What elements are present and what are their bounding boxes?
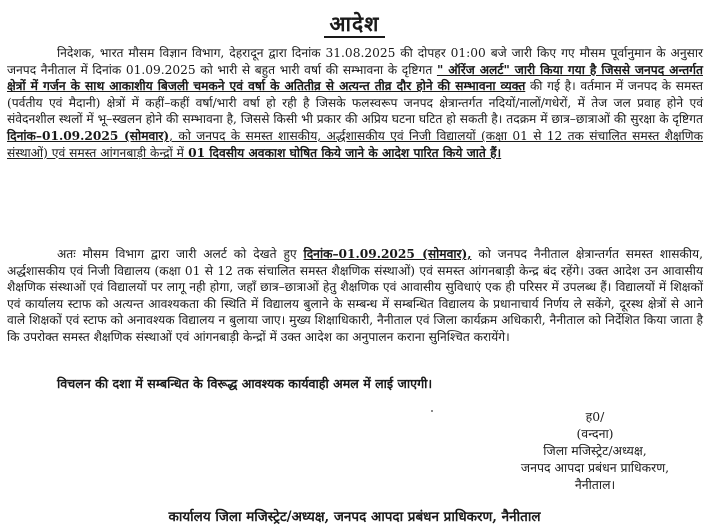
order-paragraph-1 [7,45,703,161]
para1-details: की गई है। वर्तमान में जनपद के समस्त (पर्वतीय एवं मैदानी) क्षेत्रों में कहीं–कहीं वर्षा/भारी वर्षा हो रही है जिसके फलस्वरूप जनपद क्षेत्रान्तर्गत नदियों/नालों/गधेरों, में तेज जल प्रवाह होने एवं संवेदनशील स्थलों में भू–स्खलन होने की सम्भावना है, जिससे किसी भी प्रकार की अप्रिय घटना घटित हो सकती है। तदक्रम में छात्र–छात्राओं की सुरक्षा के दृष्टिगत [7,79,703,127]
para1-institutions: , को जनपद के समस्त शासकीय, अर्द्धशासकीय एवं निजी विद्यालयों (कक्षा 01 से 12 तक संचालित समस्त शैक्षणिक संस्थाओं) एवं समस्त आंगनबाड़ी केन्द्रों में [7,128,703,160]
order-paragraph-3 [7,376,703,393]
holiday-declaration: 01 दिवसीय अवकाश घोषित किये जाने के आदेश पारित किये जाते हैं। [183,145,502,160]
office-footer: कार्यालय जिला मजिस्ट्रेट/अध्यक्ष, जनपद आपदा प्रबंधन प्राधिकरण, नैनीताल [168,509,541,525]
signatory-designation: जिला मजिस्ट्रेट/अध्यक्ष, [543,443,647,458]
para2-details: को जनपद नैनीताल क्षेत्रान्तर्गत समस्त शासकीय, अर्द्धशासकीय एवं निजी विद्यालय (कक्षा 01 से 12 तक संचालित समस्त शैक्षणिक संस्थाओं) एवं समस्त आंगनबाड़ी केन्द्र बंद रहेंगे। उक्त आदेश उन आवासीय शैक्षणिक संस्थाओं एवं विद्यालयों पर लागू नही होगा, जहाँ छात्र–छात्राओं हेतु शैक्षणिक एवं आवासीय सुविधाएं एक ही परिसर में उपलब्ध हैं। विद्यालयों में शिक्षकों एवं कार्यालय स्टाफ को अत्यन्त आवश्यकता की स्थिति में विद्यालय बुलाने के सम्बन्ध में सम्बन्धित विद्यालय के प्रधानाचार्य निर्णय ले सकेंगे, दूरस्थ क्षेत्रों से आने वाले शिक्षकों एवं स्टाफ को अनावश्यक विद्यालय न बुलाया जाए। मुख्य शिक्षाधिकारी, नैनीताल एवं जिला कार्यक्रम अधिकारी, नैनीताल को निर्देशित किया जाता है कि उपरोक्त समस्त शैक्षणिक संस्थाओं एवं आंगनबाड़ी केन्द्रों में उक्त आदेश का अनुपालन कराना सुनिश्चित करायेंगे। [7,247,703,344]
holiday-date: दिनांक–01.09.2025 (सोमवार) [7,128,170,143]
orange-alert-text: " ऑरेंज अलर्ट" जारी किया गया है जिससे जनपद अन्तर्गत क्षेत्रों में गर्जन के साथ आकाशीय बिजली चमकने एवं वर्षा के अतितीव्र से अत्यन्त तीव्र दौर होने की सम्भावना व्यक्त [7,62,703,94]
para1-intro: निदेशक, भारत मौसम विज्ञान विभाग, देहरादून द्वारा दिनांक 31.08.2025 की दोपहर 01:00 बजे जारी किए गए मौसम पूर्वानुमान के अनुसार जनपद नैनीताल में दिनांक 01.09.2025 को भारी से बहुत भारी वर्षा की सम्भावना के दृष्टिगत [7,46,703,77]
order-paragraph-2 [7,246,703,346]
document-title: आदेश [0,10,709,38]
signatory-location: नैनीताल। [574,477,616,492]
deviation-warning: विचलन की दशा में सम्बन्धित के विरूद्ध आवश्यक कार्यवाही अमल में लाई जाएगी। [57,376,433,391]
signatory-name: (वन्दना) [576,426,614,441]
closure-date: दिनांक–01.09.2025 (सोमवार), [303,247,472,261]
signature-signed: ह0/ [585,409,605,424]
para2-intro: अतः मौसम विभाग द्वारा जारी अलर्ट को देखते हुए [57,247,304,261]
scan-speck [431,410,433,412]
signatory-authority: जनपद आपदा प्रबंधन प्राधिकरण, [520,460,670,475]
signature-block [490,408,700,493]
